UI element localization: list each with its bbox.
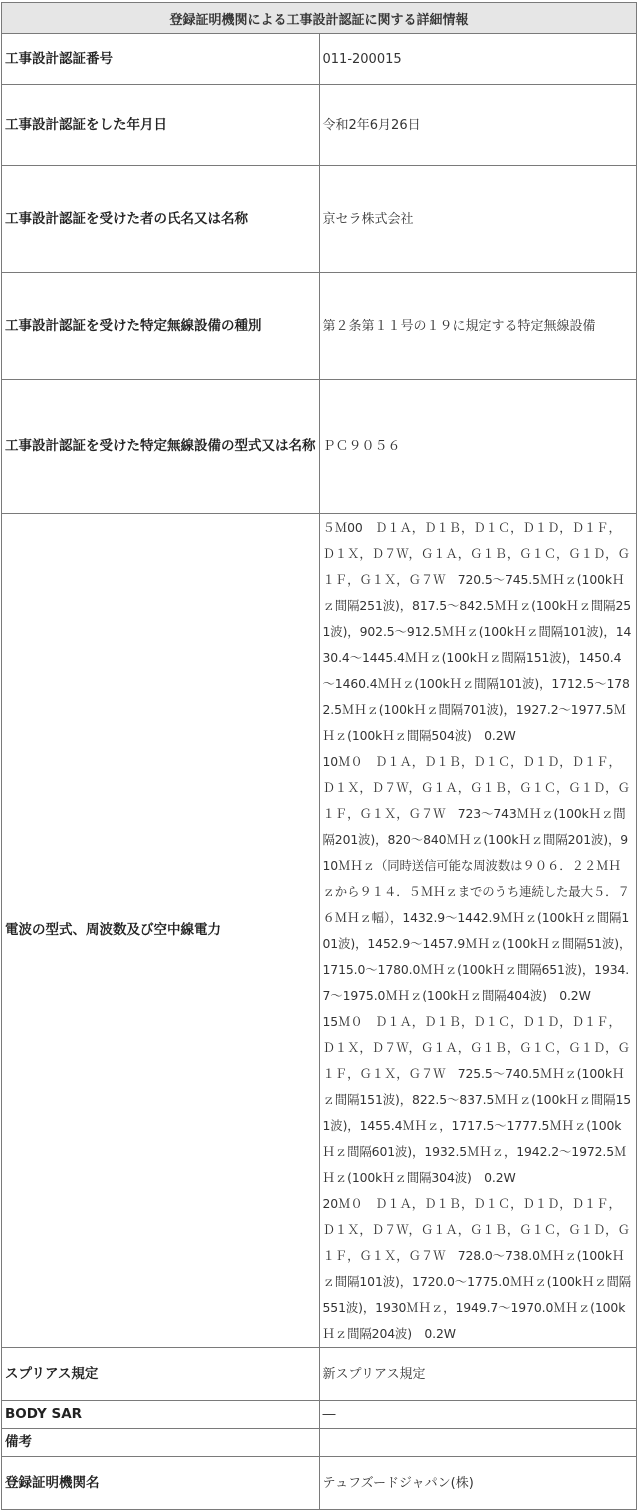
cert-number-label: 工事設計認証番号 <box>2 34 320 85</box>
row-remarks <box>2 1429 637 1457</box>
row-registered-body <box>2 1457 637 1510</box>
emission-paragraph-15m: 15Ｍ０ Ｄ１Ａ，Ｄ１Ｂ，Ｄ１Ｃ，Ｄ１Ｄ，Ｄ１Ｆ，Ｄ１Ｘ，Ｄ７Ｗ，Ｇ１Ａ，Ｇ１Ｂ，Ｇ１Ｃ，Ｇ１Ｄ，Ｇ１Ｆ，Ｇ１Ｘ，Ｇ７Ｗ 725.5～740.5ＭＨｚ(100kＨｚ間隔151波)，822.5～837.5ＭＨｚ(100kＨｚ間隔151波)，1455.4ＭＨｚ，1717.5～1777.5ＭＨｚ(100kＨｚ間隔601波)，1932.5ＭＨｚ，1942.2～1972.5ＭＨｚ(100kＨｚ間隔304波) 0.2W <box>322 1014 632 1185</box>
emission-paragraph-10m: 10Ｍ０ Ｄ１Ａ，Ｄ１Ｂ，Ｄ１Ｃ，Ｄ１Ｄ，Ｄ１Ｆ，Ｄ１Ｘ，Ｄ７Ｗ，Ｇ１Ａ，Ｇ１Ｂ，Ｇ１Ｃ，Ｇ１Ｄ，Ｇ１Ｆ，Ｇ１Ｘ，Ｇ７Ｗ 723～743ＭＨｚ(100kＨｚ間隔201波)，820～840ＭＨｚ(100kＨｚ間隔201波)，910ＭＨｚ（同時送信可能な周波数は９０６．２２ＭＨｚから９１４．５ＭＨｚまでのうち連続した最大５．７６ＭＨｚ幅），1432.9～1442.9ＭＨｚ(100kＨｚ間隔101波)，1452.9～1457.9ＭＨｚ(100kＨｚ間隔51波)，1715.0～1780.0ＭＨｚ(100kＨｚ間隔651波)，1934.7～1975.0ＭＨｚ(100kＨｚ間隔404波) 0.2W <box>322 754 632 1003</box>
row-cert-number <box>2 34 637 85</box>
registered-body-label: 登録証明機関名 <box>2 1457 320 1510</box>
row-emission <box>2 514 637 1348</box>
spurious-value: 新スプリアス規定 <box>319 1348 637 1401</box>
row-model <box>2 380 637 514</box>
row-cert-date <box>2 85 637 166</box>
emission-paragraph-20m: 20Ｍ０ Ｄ１Ａ，Ｄ１Ｂ，Ｄ１Ｃ，Ｄ１Ｄ，Ｄ１Ｆ，Ｄ１Ｘ，Ｄ７Ｗ，Ｇ１Ａ，Ｇ１Ｂ，Ｇ１Ｃ，Ｇ１Ｄ，Ｇ１Ｆ，Ｇ１Ｘ，Ｇ７Ｗ 728.0～738.0ＭＨｚ(100kＨｚ間隔101波)，1720.0～1775.0ＭＨｚ(100kＨｚ間隔551波)，1930ＭＨｚ，1949.7～1970.0ＭＨｚ(100kＨｚ間隔204波) 0.2W <box>322 1196 632 1341</box>
model-label: 工事設計認証を受けた特定無線設備の型式又は名称 <box>2 380 320 514</box>
body-sar-label: BODY SAR <box>2 1401 320 1429</box>
model-value: ＰＣ９０５６ <box>319 380 637 514</box>
row-holder <box>2 166 637 273</box>
equipment-type-label: 工事設計認証を受けた特定無線設備の種別 <box>2 273 320 380</box>
cert-number-value: 011-200015 <box>319 34 637 85</box>
table-caption: 登録証明機関による工事設計認証に関する詳細情報 <box>2 3 637 34</box>
spurious-label: スプリアス規定 <box>2 1348 320 1401</box>
row-spurious <box>2 1348 637 1401</box>
certification-detail-table <box>1 2 637 1510</box>
emission-value <box>319 514 637 1348</box>
row-equipment-type <box>2 273 637 380</box>
holder-value: 京セラ株式会社 <box>319 166 637 273</box>
cert-date-label: 工事設計認証をした年月日 <box>2 85 320 166</box>
holder-label: 工事設計認証を受けた者の氏名又は名称 <box>2 166 320 273</box>
registered-body-value: テュフズードジャパン(株) <box>319 1457 637 1510</box>
remarks-value <box>319 1429 637 1457</box>
remarks-label: 備考 <box>2 1429 320 1457</box>
equipment-type-value: 第２条第１１号の１９に規定する特定無線設備 <box>319 273 637 380</box>
emission-paragraph-5m: ５Ｍ00 Ｄ１Ａ，Ｄ１Ｂ，Ｄ１Ｃ，Ｄ１Ｄ，Ｄ１Ｆ，Ｄ１Ｘ，Ｄ７Ｗ，Ｇ１Ａ，Ｇ１Ｂ，Ｇ１Ｃ，Ｇ１Ｄ，Ｇ１Ｆ，Ｇ１Ｘ，Ｇ７Ｗ 720.5～745.5ＭＨｚ(100kＨｚ間隔251波)，817.5～842.5ＭＨｚ(100kＨｚ間隔251波)，902.5～912.5ＭＨｚ(100kＨｚ間隔101波)，1430.4～1445.4ＭＨｚ(100kＨｚ間隔151波)，1450.4～1460.4ＭＨｚ(100kＨｚ間隔101波)，1712.5～1782.5ＭＨｚ(100kＨｚ間隔701波)，1927.2～1977.5ＭＨｚ(100kＨｚ間隔504波) 0.2W <box>322 520 632 743</box>
cert-date-value: 令和2年6月26日 <box>319 85 637 166</box>
row-body-sar <box>2 1401 637 1429</box>
body-sar-value: ― <box>319 1401 637 1429</box>
emission-label: 電波の型式、周波数及び空中線電力 <box>2 514 320 1348</box>
